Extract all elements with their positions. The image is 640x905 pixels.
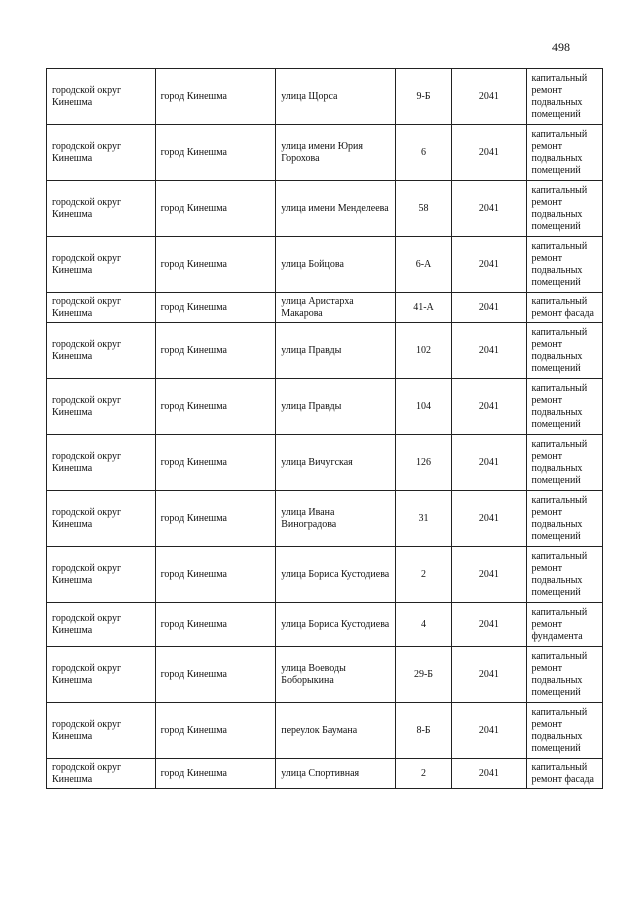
house-number-cell: 2: [395, 547, 451, 603]
settlement-cell: город Кинешма: [155, 237, 276, 293]
settlement-cell: город Кинешма: [155, 69, 276, 125]
house-number-cell: 6-А: [395, 237, 451, 293]
municipality-cell: городской округ Кинешма: [47, 603, 156, 647]
house-number-cell: 8-Б: [395, 703, 451, 759]
year-cell: 2041: [452, 703, 526, 759]
year-cell: 2041: [452, 379, 526, 435]
year-cell: 2041: [452, 323, 526, 379]
street-cell: улица имени Менделеева: [276, 181, 396, 237]
table-row: [47, 435, 603, 491]
table-row: [47, 603, 603, 647]
table-row: [47, 703, 603, 759]
year-cell: 2041: [452, 293, 526, 323]
settlement-cell: город Кинешма: [155, 759, 276, 789]
house-number-cell: 31: [395, 491, 451, 547]
table-row: [47, 491, 603, 547]
work-type-cell: капитальный ремонт подвальных помещений: [526, 125, 602, 181]
table-row: [47, 181, 603, 237]
settlement-cell: город Кинешма: [155, 323, 276, 379]
table-row: [47, 69, 603, 125]
work-type-cell: капитальный ремонт подвальных помещений: [526, 435, 602, 491]
year-cell: 2041: [452, 603, 526, 647]
work-type-cell: капитальный ремонт подвальных помещений: [526, 491, 602, 547]
year-cell: 2041: [452, 237, 526, 293]
municipality-cell: городской округ Кинешма: [47, 759, 156, 789]
year-cell: 2041: [452, 181, 526, 237]
municipality-cell: городской округ Кинешма: [47, 491, 156, 547]
street-cell: улица Правды: [276, 379, 396, 435]
municipality-cell: городской округ Кинешма: [47, 125, 156, 181]
table-row: [47, 323, 603, 379]
house-number-cell: 104: [395, 379, 451, 435]
year-cell: 2041: [452, 491, 526, 547]
settlement-cell: город Кинешма: [155, 603, 276, 647]
table-row: [47, 379, 603, 435]
repair-schedule-table: [46, 68, 603, 789]
work-type-cell: капитальный ремонт фундамента: [526, 603, 602, 647]
settlement-cell: город Кинешма: [155, 181, 276, 237]
work-type-cell: капитальный ремонт подвальных помещений: [526, 323, 602, 379]
work-type-cell: капитальный ремонт фасада: [526, 293, 602, 323]
work-type-cell: капитальный ремонт подвальных помещений: [526, 69, 602, 125]
street-cell: улица Ивана Виноградова: [276, 491, 396, 547]
municipality-cell: городской округ Кинешма: [47, 237, 156, 293]
street-cell: улица Бойцова: [276, 237, 396, 293]
table-row: [47, 759, 603, 789]
settlement-cell: город Кинешма: [155, 379, 276, 435]
house-number-cell: 4: [395, 603, 451, 647]
street-cell: улица Бориса Кустодиева: [276, 547, 396, 603]
municipality-cell: городской округ Кинешма: [47, 703, 156, 759]
settlement-cell: город Кинешма: [155, 491, 276, 547]
municipality-cell: городской округ Кинешма: [47, 379, 156, 435]
street-cell: улица Бориса Кустодиева: [276, 603, 396, 647]
work-type-cell: капитальный ремонт подвальных помещений: [526, 237, 602, 293]
work-type-cell: капитальный ремонт подвальных помещений: [526, 647, 602, 703]
table-row: [47, 547, 603, 603]
street-cell: улица Правды: [276, 323, 396, 379]
work-type-cell: капитальный ремонт подвальных помещений: [526, 547, 602, 603]
settlement-cell: город Кинешма: [155, 647, 276, 703]
table-row: [47, 293, 603, 323]
year-cell: 2041: [452, 69, 526, 125]
street-cell: улица Спортивная: [276, 759, 396, 789]
year-cell: 2041: [452, 125, 526, 181]
street-cell: улица Вичугская: [276, 435, 396, 491]
municipality-cell: городской округ Кинешма: [47, 69, 156, 125]
settlement-cell: город Кинешма: [155, 293, 276, 323]
settlement-cell: город Кинешма: [155, 125, 276, 181]
work-type-cell: капитальный ремонт подвальных помещений: [526, 379, 602, 435]
year-cell: 2041: [452, 435, 526, 491]
house-number-cell: 9-Б: [395, 69, 451, 125]
year-cell: 2041: [452, 759, 526, 789]
house-number-cell: 126: [395, 435, 451, 491]
street-cell: улица имени Юрия Горохова: [276, 125, 396, 181]
settlement-cell: город Кинешма: [155, 703, 276, 759]
street-cell: улица Аристарха Макарова: [276, 293, 396, 323]
street-cell: переулок Баумана: [276, 703, 396, 759]
municipality-cell: городской округ Кинешма: [47, 323, 156, 379]
house-number-cell: 6: [395, 125, 451, 181]
municipality-cell: городской округ Кинешма: [47, 181, 156, 237]
municipality-cell: городской округ Кинешма: [47, 547, 156, 603]
page-number: 498: [552, 40, 570, 54]
table-row: [47, 125, 603, 181]
work-type-cell: капитальный ремонт подвальных помещений: [526, 181, 602, 237]
table-body: [47, 69, 603, 789]
house-number-cell: 102: [395, 323, 451, 379]
municipality-cell: городской округ Кинешма: [47, 647, 156, 703]
year-cell: 2041: [452, 547, 526, 603]
year-cell: 2041: [452, 647, 526, 703]
street-cell: улица Щорса: [276, 69, 396, 125]
table-row: [47, 647, 603, 703]
house-number-cell: 41-А: [395, 293, 451, 323]
house-number-cell: 58: [395, 181, 451, 237]
settlement-cell: город Кинешма: [155, 547, 276, 603]
house-number-cell: 2: [395, 759, 451, 789]
street-cell: улица Воеводы Боборыкина: [276, 647, 396, 703]
table-row: [47, 237, 603, 293]
municipality-cell: городской округ Кинешма: [47, 435, 156, 491]
work-type-cell: капитальный ремонт подвальных помещений: [526, 703, 602, 759]
house-number-cell: 29-Б: [395, 647, 451, 703]
municipality-cell: городской округ Кинешма: [47, 293, 156, 323]
settlement-cell: город Кинешма: [155, 435, 276, 491]
work-type-cell: капитальный ремонт фасада: [526, 759, 602, 789]
